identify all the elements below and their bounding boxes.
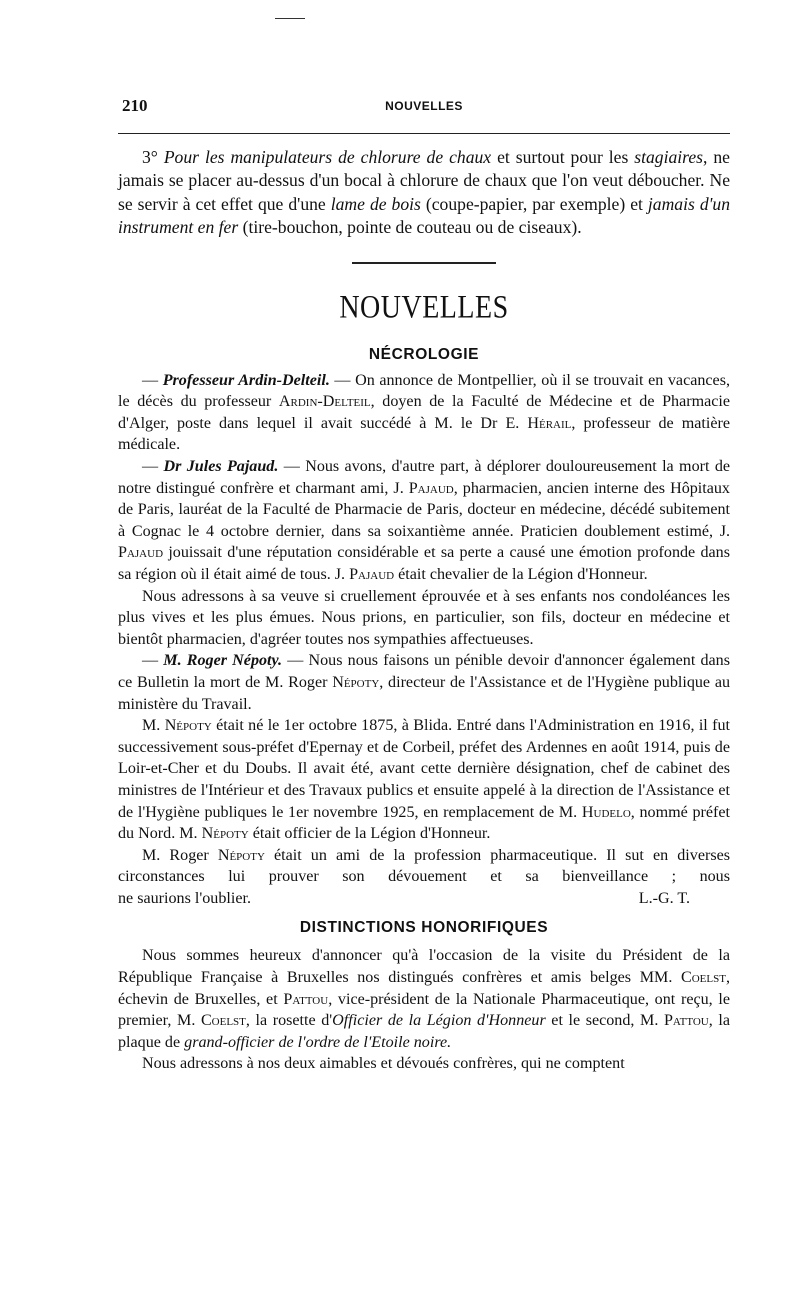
distinctions-closing: Nous adressons à nos deux aimables et dévoués confrères, qui ne comptent bbox=[142, 1055, 625, 1073]
page-header bbox=[118, 96, 730, 120]
necrologie-condolences: Nous adressons à sa veuve si cruellement éprouvée et à ses enfants nos condoléances les plus vives et les plus émues. Nous prions, en particulier, son fils, docteur en médecine et bientôt pharmacien, d'agréer toutes nos sympathies affectueuses. bbox=[118, 587, 730, 648]
necrologie-nepoty: — M. Roger Népoty. — Nous nous faisons un pénible devoir d'annoncer également dans ce Bulletin la mort de M. Roger Népoty, directeur de l'Assistance et de l'Hygiène publique au ministère du Travail. bbox=[118, 652, 731, 713]
tribute-last-line bbox=[118, 888, 730, 910]
nepoty-tribute: M. Roger Népoty était un ami de la profession pharmaceutique. Il sut en diverses circonstances lui prouver son dévouement et sa bienveillance ; nous bbox=[118, 846, 730, 886]
distinctions-heading: DISTINCTIONS HONORIFIQUES bbox=[299, 919, 549, 937]
section-title: NOUVELLES bbox=[339, 288, 509, 326]
necrologie-heading: NÉCROLOGIE bbox=[368, 345, 480, 363]
intro-paragraph: 3° Pour les manipulateurs de chlorure de chaux et surtout pour les stagiaires, ne jamais se placer au-dessus d'un bocal à chlorure de chaux que l'on veut déboucher. Ne se servir à cet effet que d'une lame de bois (coupe-papier, par exemple) et jamais d'un instrument en fer (tire-bouchon, pointe de couteau ou de ciseaux). bbox=[118, 147, 730, 238]
running-title: NOUVELLES bbox=[385, 99, 463, 113]
top-rule-mark bbox=[275, 18, 305, 19]
header-rule bbox=[118, 133, 730, 134]
tribute-end: ne saurions l'oublier. bbox=[118, 889, 251, 907]
page-body bbox=[118, 146, 730, 1075]
necrologie-ardin-delteil: — Professeur Ardin-Delteil. — On annonce de Montpellier, où il se trouvait en vacances, le décès du professeur Ardin-Delteil, doyen de la Faculté de Médecine et de Pharmacie d'Alger, poste dans lequel il avait succédé à M. le Dr E. Hérail, professeur de matière médicale. bbox=[118, 371, 730, 454]
page-number: 210 bbox=[122, 96, 148, 115]
distinctions-paragraph: Nous sommes heureux d'annoncer qu'à l'occasion de la visite du Président de la République Française à Bruxelles nos distingués confrères et amis belges MM. Coelst, échevin de Bruxelles, et Pattou, vice-président de la Nationale Pharmaceutique, ont reçu, le premier, M. Coelst, la rosette d'Officier de la Légion d'Honneur et le second, M. Pattou, la plaque de grand-officier de l'ordre de l'Etoile noire. bbox=[118, 947, 730, 1051]
necrologie-pajaud: — Dr Jules Pajaud. — Nous avons, d'autre part, à déplorer douloureusement la mort de notre distingué confrère et charmant ami, J. Pajaud, pharmacien, ancien interne des Hôpitaux de Paris, lauréat de la Faculté de Pharmacie de Paris, docteur en médecine, décédé subitement à Cognac le 4 octobre dernier, dans sa soixantième année. Praticien doublement estimé, J. Pajaud jouissait d'une réputation considérable et sa perte a causé une émotion profonde dans sa région où il était aimé de tous. J. Pajaud était chevalier de la Légion d'Honneur. bbox=[118, 458, 731, 583]
signature: L.-G. T. bbox=[638, 889, 690, 907]
section-separator bbox=[352, 262, 496, 264]
nepoty-career: M. Népoty était né le 1er octobre 1875, à Blida. Entré dans l'Administration en 1916, il fut successivement sous-préfet d'Epernay et de Corbeil, préfet des Ardennes en août 1914, puis de Loir-et-Cher et du Doubs. Il avait été, avant cette dernière désignation, chef de cabinet des ministres de l'Intérieur et des Travaux publics et ensuite appelé à la direction de l'Assistance et de l'Hygiène publiques le 1er novembre 1925, en remplacement de M. Hudelo, nommé préfet du Nord. M. Népoty était officier de la Légion d'Honneur. bbox=[118, 717, 730, 843]
